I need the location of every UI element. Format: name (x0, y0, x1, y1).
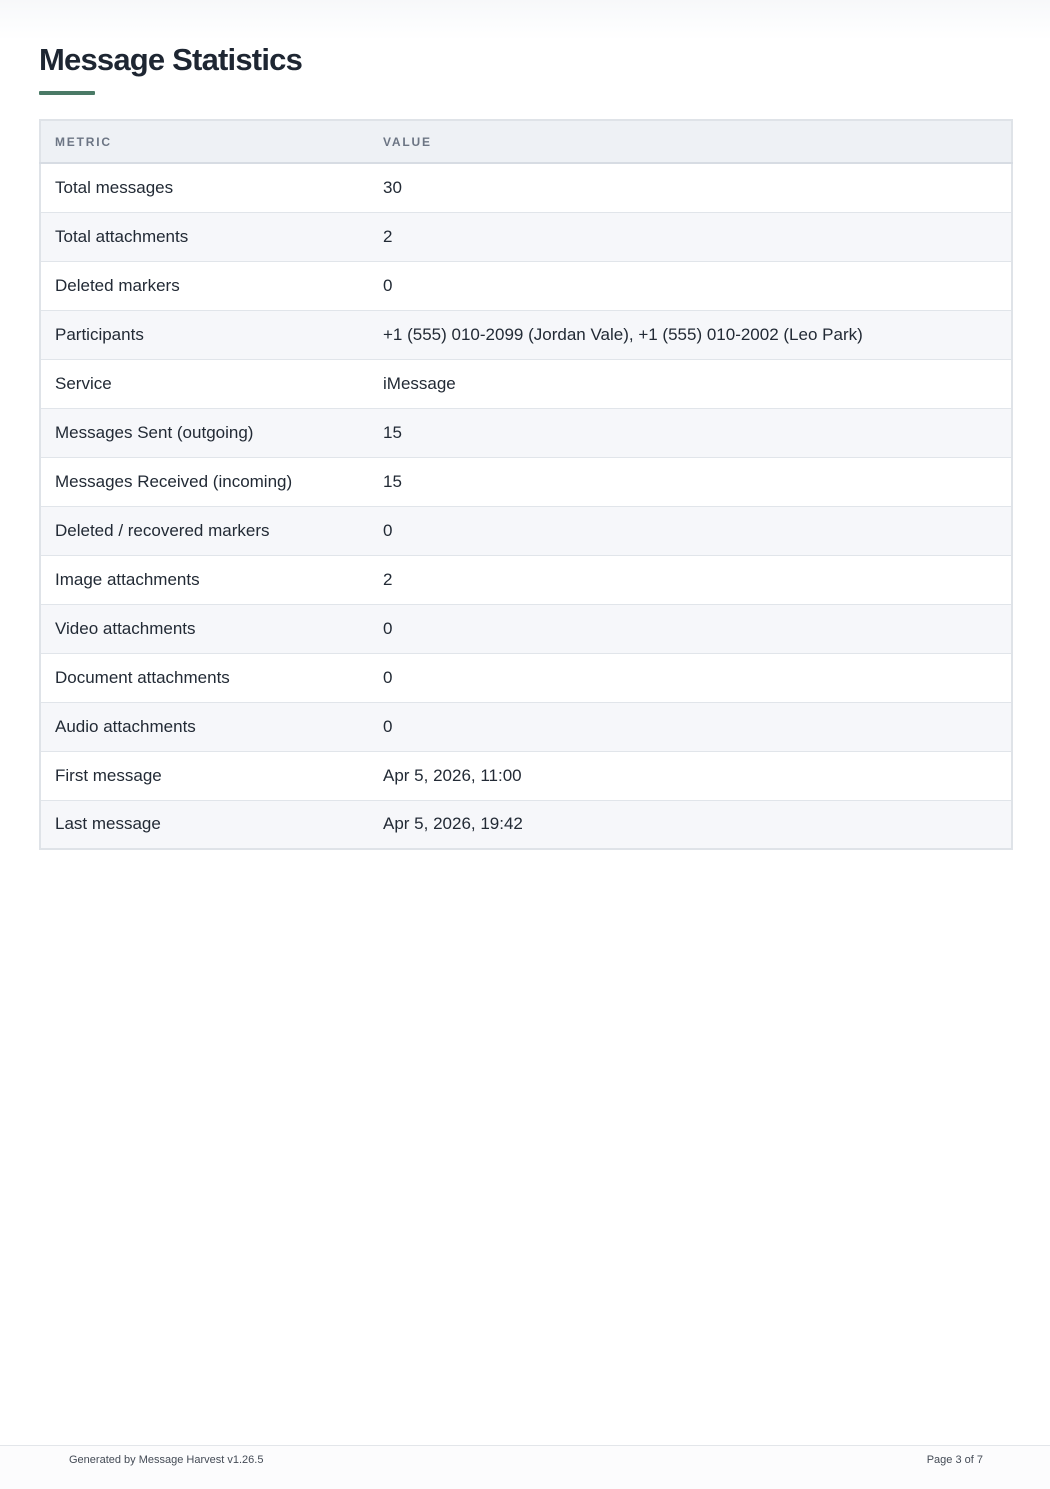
value-cell: 0 (369, 506, 1012, 555)
value-cell: 2 (369, 212, 1012, 261)
value-cell: Apr 5, 2026, 11:00 (369, 751, 1012, 800)
table-header-row (40, 120, 1012, 163)
column-header-value: VALUE (369, 120, 1012, 163)
value-cell: 0 (369, 604, 1012, 653)
table-row (40, 359, 1012, 408)
metric-cell: Audio attachments (40, 702, 369, 751)
table-row (40, 310, 1012, 359)
metric-cell: Deleted markers (40, 261, 369, 310)
value-cell: Apr 5, 2026, 19:42 (369, 800, 1012, 849)
column-header-metric: METRIC (40, 120, 369, 163)
metric-cell: Image attachments (40, 555, 369, 604)
value-cell: 0 (369, 261, 1012, 310)
page-top-fade (0, 0, 1050, 40)
page-title: Message Statistics (39, 42, 303, 77)
metric-cell: First message (40, 751, 369, 800)
table-row (40, 212, 1012, 261)
title-accent-bar (39, 91, 95, 95)
value-cell: 30 (369, 163, 1012, 212)
value-cell: iMessage (369, 359, 1012, 408)
metric-cell: Messages Received (incoming) (40, 457, 369, 506)
metric-cell: Document attachments (40, 653, 369, 702)
metric-cell: Video attachments (40, 604, 369, 653)
value-cell: +1 (555) 010-2099 (Jordan Vale), +1 (555) 010-2002 (Leo Park) (369, 310, 1012, 359)
value-cell: 0 (369, 702, 1012, 751)
value-cell: 15 (369, 408, 1012, 457)
table-row (40, 751, 1012, 800)
value-cell: 0 (369, 653, 1012, 702)
table-row (40, 653, 1012, 702)
page-footer (0, 1445, 1050, 1489)
metric-cell: Total attachments (40, 212, 369, 261)
value-cell: 2 (369, 555, 1012, 604)
generator-credit: Generated by Message Harvest v1.26.5 (69, 1454, 264, 1466)
metric-cell: Deleted / recovered markers (40, 506, 369, 555)
table-row (40, 261, 1012, 310)
page-number: Page 3 of 7 (926, 1454, 983, 1466)
table-row (40, 702, 1012, 751)
metric-cell: Last message (40, 800, 369, 849)
table-row (40, 408, 1012, 457)
table-row (40, 457, 1012, 506)
table-row (40, 555, 1012, 604)
value-cell: 15 (369, 457, 1012, 506)
table-row (40, 800, 1012, 849)
metric-cell: Participants (40, 310, 369, 359)
table-row (40, 506, 1012, 555)
metric-cell: Service (40, 359, 369, 408)
statistics-table (39, 119, 1013, 850)
metric-cell: Messages Sent (outgoing) (40, 408, 369, 457)
table-row (40, 604, 1012, 653)
table-row (40, 163, 1012, 212)
metric-cell: Total messages (40, 163, 369, 212)
